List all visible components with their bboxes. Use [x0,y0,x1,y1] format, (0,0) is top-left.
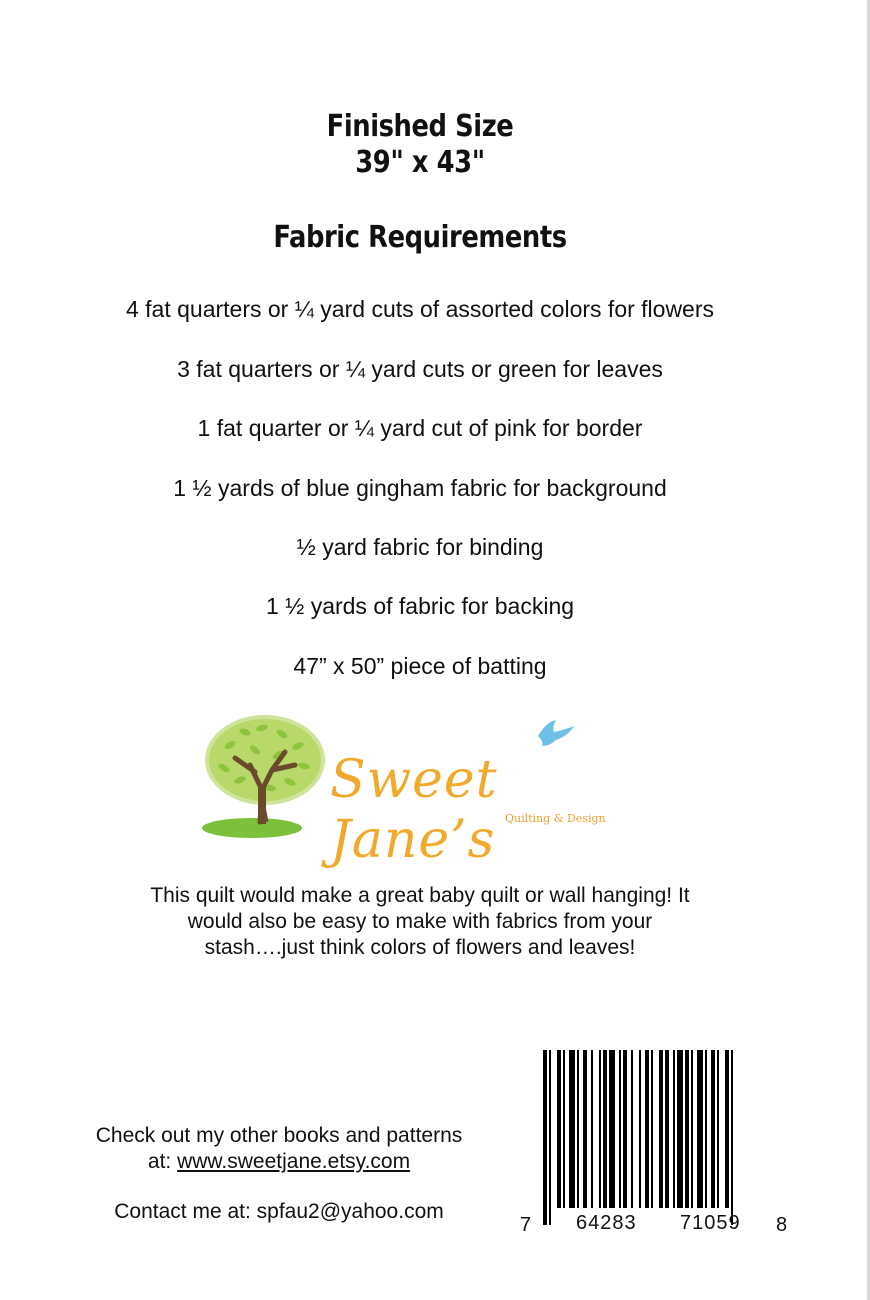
barcode-bar [599,1050,601,1208]
barcode-bar [665,1050,669,1208]
barcode-bar [591,1050,593,1208]
books-prefix: at: [147,1150,178,1173]
barcode-bar [639,1050,641,1208]
books-text [40,1123,518,1175]
description-line: This quilt would make a great baby quilt or wall hanging! It [150,884,690,907]
requirement-item: 1 ½ yards of blue gingham fabric for background [173,475,667,501]
barcode-bars [525,1050,790,1235]
barcode-bar [603,1050,607,1208]
barcode-bar [543,1050,547,1225]
barcode-bar [725,1050,729,1208]
etsy-shop-link[interactable]: www.sweetjane.etsy.com [177,1150,411,1173]
barcode-bar [619,1050,621,1208]
barcode-bar [717,1050,719,1208]
barcode-bar [577,1050,579,1208]
upc-barcode [525,1050,790,1235]
barcode-lead-digit: 7 [520,1214,533,1236]
barcode-bar [557,1050,561,1208]
books-link-line [40,1149,518,1175]
requirement-item: 1 fat quarter or ¼ yard cut of pink for border [197,415,643,441]
books-line: Check out my other books and patterns [95,1124,463,1147]
barcode-bar [631,1050,633,1208]
barcode-left-group: 64283 [576,1212,637,1234]
barcode-bar [673,1050,675,1208]
barcode-bar [651,1050,653,1208]
barcode-bar [583,1050,587,1208]
barcode-bar [549,1050,551,1225]
contact-text: Contact me at: spfau2@yahoo.com [114,1200,444,1223]
barcode-bar [691,1050,693,1208]
barcode-bar [731,1050,733,1225]
requirement-item: 1 ½ yards of fabric for backing [265,593,575,619]
barcode-right-group: 71059 [680,1212,741,1234]
barcode-bar [705,1050,707,1208]
barcode-bar [569,1050,575,1208]
barcode-bar [659,1050,663,1208]
finished-size-heading: Finished Size [326,109,514,144]
logo-tagline: Quilting & Design [505,812,606,825]
description-line: stash….just think colors of flowers and leaves! [204,936,636,959]
barcode-bar [563,1050,565,1208]
requirement-item: 4 fat quarters or ¼ yard cuts of assorted colors for flowers [125,296,715,322]
logo-name: Sweet Jane’s [330,750,498,870]
barcode-bar [711,1050,715,1208]
barcode-bar [685,1050,689,1208]
barcode-bar [609,1050,615,1208]
description-line: would also be easy to make with fabrics from your [187,910,653,933]
barcode-bar [677,1050,683,1208]
barcode-bar [697,1050,703,1208]
finished-size-dimensions: 39" x 43" [355,145,485,180]
sweet-janes-logo [200,710,610,870]
barcode-bar [645,1050,649,1208]
requirement-item: ½ yard fabric for binding [296,534,544,560]
fabric-requirements-heading: Fabric Requirements [273,220,567,255]
requirement-item: 3 fat quarters or ¼ yard cuts or green for leaves [177,356,663,382]
requirement-item: 47” x 50” piece of batting [293,653,547,679]
barcode-bar [623,1050,627,1208]
barcode-check-digit: 8 [776,1214,789,1236]
